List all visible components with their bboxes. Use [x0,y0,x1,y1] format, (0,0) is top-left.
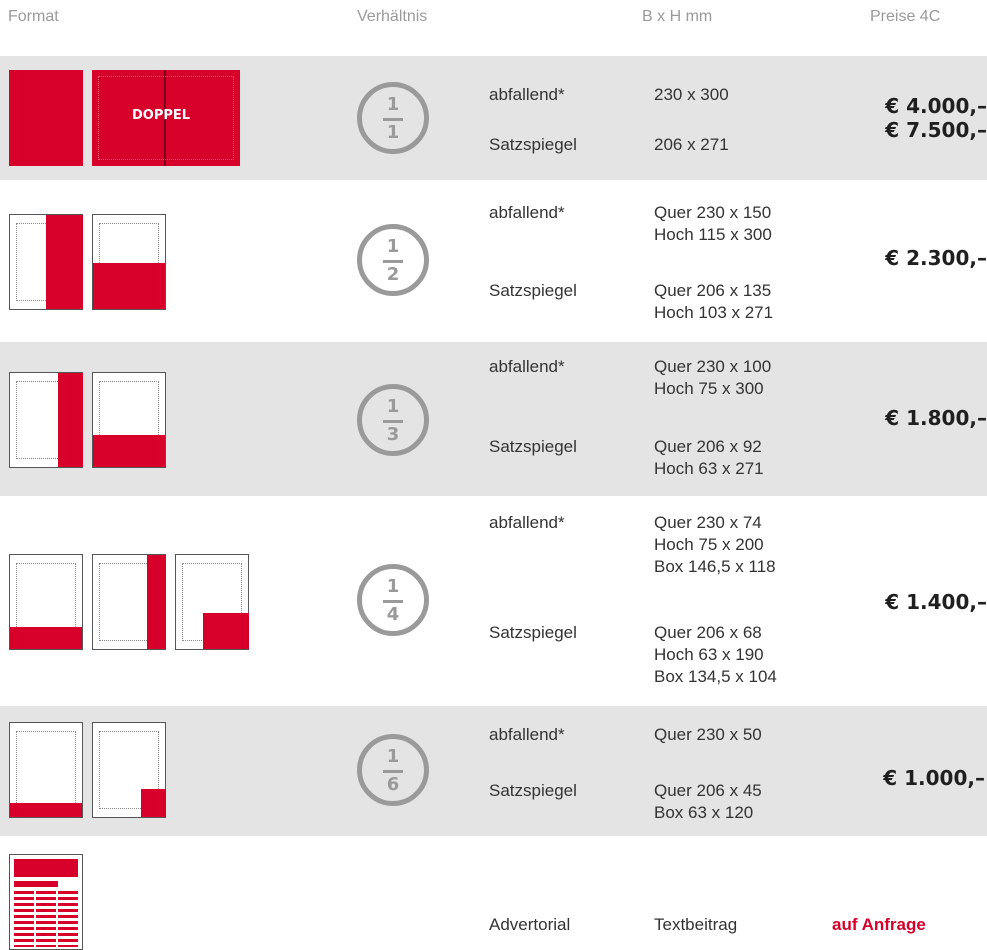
ratio-numerator: 1 [386,94,400,115]
price-double: € 7.500,– [885,118,987,142]
label-bleed: abfallend* [489,357,565,376]
label-bleed: abfallend* [489,725,565,744]
ratio-circle [357,82,429,154]
size-type-area: Quer 206 x 135 [654,281,772,300]
ratio-numerator: 1 [386,576,400,597]
size-bleed: Quer 230 x 100 [654,357,772,376]
ratio-denominator: 1 [386,122,400,143]
size-type-area: 206 x 271 [654,135,729,154]
size-type-area: Quer 206 x 68 [654,623,762,642]
thumb-half-vertical [9,214,83,310]
ratio-denominator: 4 [386,604,400,625]
size-type-area: Quer 206 x 45 [654,781,762,800]
thumb-full-page [9,70,83,166]
size-type-area: Box 63 x 120 [654,803,754,822]
thumb-third-vertical [9,372,83,468]
size-type-area: Quer 206 x 92 [654,437,762,456]
format-row-1-1 [0,56,987,180]
column-header-preise: Preise 4C [870,8,941,25]
advertorial-price: auf Anfrage [832,915,926,934]
thumb-third-horizontal [92,372,166,468]
size-bleed: Quer 230 x 74 [654,513,762,532]
ratio-denominator: 2 [386,264,400,285]
ratio-numerator: 1 [386,396,400,417]
ratio-circle [357,384,429,456]
size-type-area: Hoch 103 x 271 [654,303,774,322]
format-row-advertorial [0,838,987,950]
label-bleed: abfallend* [489,203,565,222]
size-bleed: Quer 230 x 50 [654,725,762,744]
size-bleed: Box 146,5 x 118 [654,557,776,576]
ratio-numerator: 1 [386,236,400,257]
label-bleed: abfallend* [489,513,565,532]
column-header-format: Format [8,8,59,25]
ratio-circle [357,564,429,636]
size-type-area: Box 134,5 x 104 [654,667,777,686]
column-header-verhaeltnis: Verhältnis [357,8,428,25]
thumb-double-page [92,70,240,166]
ratio-circle [357,224,429,296]
price: € 2.300,– [885,246,987,270]
thumb-sixth-horizontal [9,722,83,818]
label-bleed: abfallend* [489,85,565,104]
label-type-area: Satzspiegel [489,281,577,300]
thumb-doppel-label: DOPPEL [132,108,191,123]
ratio-denominator: 6 [386,774,400,795]
format-row-1-4 [0,498,987,704]
advertorial-label: Advertorial [489,915,571,934]
ratio-numerator: 1 [386,746,400,767]
thumb-quarter-vertical [92,554,166,650]
size-type-area: Hoch 63 x 271 [654,459,764,478]
thumb-half-horizontal [92,214,166,310]
label-type-area: Satzspiegel [489,135,577,154]
size-type-area: Hoch 63 x 190 [654,645,764,664]
label-type-area: Satzspiegel [489,437,577,456]
size-bleed: Hoch 75 x 200 [654,535,764,554]
size-bleed: Hoch 115 x 300 [654,225,772,244]
size-bleed: Quer 230 x 150 [654,203,772,222]
size-bleed: Hoch 75 x 300 [654,379,764,398]
size-bleed: 230 x 300 [654,85,729,104]
price: € 1.800,– [885,406,987,430]
thumb-quarter-horizontal [9,554,83,650]
price-single: € 4.000,– [885,94,987,118]
label-type-area: Satzspiegel [489,781,577,800]
thumb-quarter-box [175,554,249,650]
price: € 1.400,– [885,590,987,614]
thumb-advertorial [9,854,83,950]
advertorial-type: Textbeitrag [654,915,738,934]
price: € 1.000,– [883,766,985,790]
ratio-circle [357,734,429,806]
ratio-denominator: 3 [386,424,400,445]
format-row-1-3 [0,342,987,496]
format-row-1-6 [0,706,987,836]
format-row-1-2 [0,180,987,340]
thumb-sixth-box [92,722,166,818]
column-header-masse: B x H mm [642,8,713,25]
label-type-area: Satzspiegel [489,623,577,642]
